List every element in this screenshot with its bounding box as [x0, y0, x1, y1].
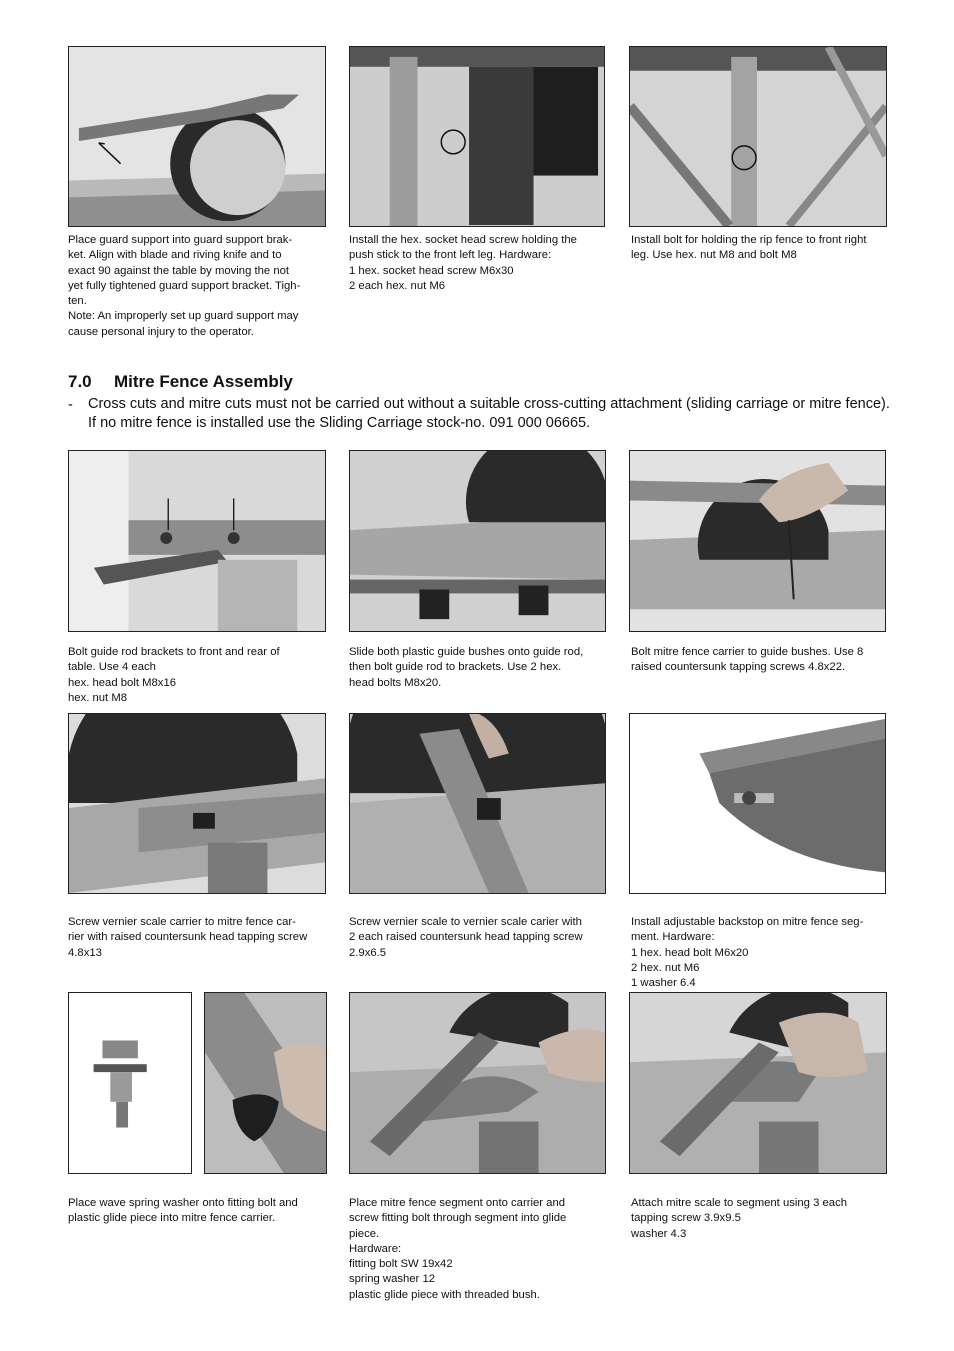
caption-mitre-scale — [631, 1196, 887, 1242]
caption-guard-support — [68, 233, 323, 340]
caption-line: table. Use 4 each — [68, 661, 156, 674]
caption-line: 1 hex. socket head screw M6x30 — [349, 264, 514, 277]
caption-line: yet fully tightened guard support bracket. Tigh- — [68, 279, 301, 292]
caption-line: Bolt guide rod brackets to front and rear of — [68, 646, 280, 658]
caption-line: fitting bolt SW 19x42 — [349, 1258, 453, 1271]
caption-line: 2.9x6.5 — [349, 946, 387, 959]
caption-mitre-fence-carrier — [631, 645, 887, 676]
caption-vernier-scale — [349, 915, 605, 961]
caption-mitre-fence-segment — [349, 1196, 605, 1303]
photo-vernier-scale-carrier — [68, 713, 326, 894]
caption-line: ment. Hardware: — [631, 931, 715, 944]
caption-line: Install the hex. socket head screw holding the — [349, 234, 577, 246]
photo-glide-piece — [204, 992, 327, 1174]
caption-line: 1 washer 6.4 — [631, 977, 696, 990]
photo-mitre-fence-carrier — [629, 450, 886, 632]
photo-guide-rod-brackets — [68, 450, 326, 632]
photo-mitre-fence-segment — [349, 992, 606, 1174]
caption-line: Attach mitre scale to segment using 3 each — [631, 1197, 848, 1209]
caption-line: Install adjustable backstop on mitre fence seg- — [631, 916, 864, 928]
caption-line: plastic glide piece into mitre fence carrier. — [68, 1212, 276, 1225]
caption-line: 2 each raised countersunk head tapping screw — [349, 931, 583, 944]
section-title: Mitre Fence Assembly — [114, 372, 293, 391]
caption-guide-bushes — [349, 645, 605, 691]
caption-line: 4.8x13 — [68, 946, 102, 959]
caption-line: head bolts M8x20. — [349, 676, 442, 689]
caption-guide-rod-brackets — [68, 645, 323, 706]
caption-line: cause personal injury to the operator. — [68, 325, 254, 338]
caption-line: leg. Use hex. nut M8 and bolt M8 — [631, 249, 797, 262]
caption-line: hex. nut M8 — [68, 691, 128, 704]
photo-push-stick-screw — [349, 46, 605, 227]
section-heading — [68, 372, 293, 392]
caption-line: then bolt guide rod to brackets. Use 2 hex. — [349, 661, 562, 674]
photo-mitre-scale — [629, 992, 887, 1174]
caption-line: exact 90 against the table by moving the not — [68, 264, 290, 277]
caption-line: ket. Align with blade and riving knife and to — [68, 249, 282, 262]
caption-rip-fence-bolt — [631, 233, 887, 264]
caption-line: Bolt mitre fence carrier to guide bushes. Use 8 — [631, 646, 864, 658]
caption-adjustable-backstop — [631, 915, 887, 991]
intro-paragraph-2: If no mitre fence is installed use the Sliding Carriage stock-no. 091 000 06665. — [88, 415, 591, 431]
photo-guide-bushes — [349, 450, 606, 632]
caption-wave-spring-washer — [68, 1196, 326, 1227]
photo-rip-fence-bolt — [629, 46, 887, 227]
bullet-marker: - — [68, 397, 73, 413]
photo-guard-support — [68, 46, 326, 227]
caption-line: screw fitting bolt through segment into glide — [349, 1212, 567, 1225]
section-number: 7.0 — [68, 372, 92, 391]
caption-line: Place guard support into guard support brak- — [68, 234, 293, 246]
caption-line: push stick to the front left leg. Hardware: — [349, 249, 552, 262]
caption-line: Install bolt for holding the rip fence to front right — [631, 234, 867, 246]
caption-push-stick-screw — [349, 233, 605, 294]
caption-line: hex. head bolt M8x16 — [68, 676, 177, 689]
intro-paragraph-1: Cross cuts and mitre cuts must not be carried out without a suitable cross-cutting attachment (sliding carriage or mitre fence). — [88, 396, 890, 412]
caption-line: tapping screw 3.9x9.5 — [631, 1212, 741, 1225]
caption-line: 2 hex. nut M6 — [631, 961, 700, 974]
caption-line: washer 4.3 — [631, 1227, 687, 1240]
caption-vernier-scale-carrier — [68, 915, 323, 961]
caption-line: spring washer 12 — [349, 1273, 436, 1286]
photo-fitting-bolt — [68, 992, 192, 1174]
caption-line: ten. — [68, 295, 87, 308]
caption-line: rier with raised countersunk head tapping screw — [68, 931, 308, 944]
photo-vernier-scale — [349, 713, 606, 894]
caption-line: 1 hex. head bolt M6x20 — [631, 946, 749, 959]
caption-line: raised countersunk tapping screws 4.8x22. — [631, 661, 846, 674]
section-intro — [88, 395, 898, 433]
caption-line: plastic glide piece with threaded bush. — [349, 1288, 540, 1301]
caption-line: Place mitre fence segment onto carrier and — [349, 1197, 566, 1209]
caption-line: Screw vernier scale to vernier scale carier with — [349, 916, 582, 928]
caption-line: piece. — [349, 1227, 380, 1240]
caption-line: Place wave spring washer onto fitting bolt and — [68, 1197, 298, 1209]
photo-adjustable-backstop — [629, 713, 886, 894]
caption-line: Hardware: — [349, 1242, 402, 1255]
caption-line: Note: An improperly set up guard support may — [68, 310, 299, 323]
caption-line: 2 each hex. nut M6 — [349, 279, 446, 292]
caption-line: Screw vernier scale carrier to mitre fence car- — [68, 916, 296, 928]
caption-line: Slide both plastic guide bushes onto guide rod, — [349, 646, 584, 658]
